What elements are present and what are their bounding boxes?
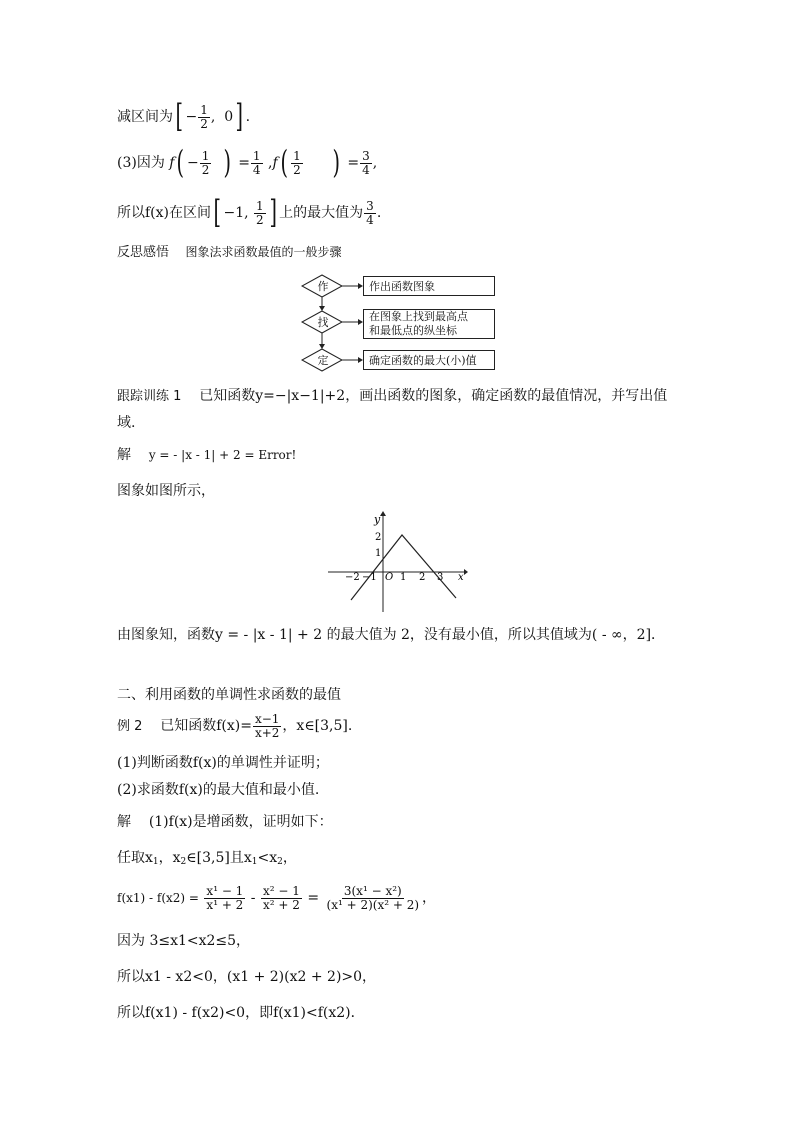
x-tick: 3 [437, 572, 444, 583]
bracket-close: ] [235, 97, 244, 136]
example-label: 例 2 [117, 719, 143, 735]
flow-box-determine: 确定函数的最大(小)值 [363, 350, 495, 370]
question-1: (1)判断函数f(x)的单调性并证明； [117, 755, 329, 771]
take-line: 任取$x_1$，$x_2\in[3,5]$且$x_1<x_2$， [117, 850, 297, 867]
question-2: (2)求函数f(x)的最大值和最小值. [117, 782, 320, 798]
x-tick: −2 [345, 572, 360, 583]
solution-label: 解 [117, 447, 131, 463]
x-tick: −1 [362, 572, 377, 583]
reflection-heading [117, 246, 342, 259]
bracket-open: [ [175, 97, 183, 136]
so-line-1: 所以x1 - x2<0，(x1 + 2)(x2 + 2)>0， [117, 969, 377, 985]
max-value-line: 所以f(x)在区间[ −1, $\frac{1}{2}$ ] 上的最大值为 $\frac{3}{4}$ . [117, 193, 382, 232]
x-tick: 2 [419, 572, 426, 583]
interval-line: 减区间为[ − $\frac{1}{2}$ , 0] . [117, 97, 251, 136]
reflection-label: 反思感悟 [117, 245, 170, 260]
y-tick: 1 [375, 548, 382, 559]
neg-sign: − [185, 109, 198, 126]
solution-2: 解 (1)f(x)是增函数，证明如下： [117, 814, 333, 830]
so-line-2: 所以f(x1) - f(x2)<0，即f(x1)<f(x2)． [117, 1005, 365, 1021]
y-tick: 2 [375, 532, 382, 543]
flow-box-find: 在图象上找到最高点 和最低点的纵坐标 [363, 309, 495, 339]
function-graph [328, 510, 468, 614]
y-label: y [374, 513, 381, 526]
section-heading: 二、利用函数的单调性求函数的最值 [117, 687, 341, 703]
exercise-title: 跟踪训练 1 [117, 389, 182, 404]
exercise-line-2: 域. [117, 415, 136, 431]
exercise-line-1: 跟踪训练 1 已知函数y=−|x−1|+2，画出函数的图象，确定函数的最值情况，并写出值 [117, 388, 668, 404]
graph-conclusion: 由图象知，函数y = - |x - 1| + 2 的最大值为 2，没有最小值，所以其值域为( - ∞，2]． [117, 627, 666, 643]
graph-line [351, 535, 456, 600]
x-axis-arrow [464, 569, 468, 575]
reflection-text: 图象法求函数最值的一般步骤 [185, 245, 342, 259]
difference-expression: f(x1) - f(x2) = $\frac{\text{x¹ − 1}}{\text{x¹ + 2}}$ - $\frac{\text{x² − 1}}{\text{x² + 2}}$ = $\frac{\text{3(x¹ − x²)}}{\text{(x¹ + 2)(x² + 2)}}$ ， [117, 884, 437, 912]
origin-label: O [385, 572, 394, 583]
graph-caption: 图象如图所示， [117, 483, 215, 499]
fraction: $\frac{1}{2}$ [200, 103, 208, 131]
text-prefix: 减区间为 [117, 109, 173, 126]
y-axis-arrow [380, 511, 386, 516]
x-tick: 1 [400, 572, 407, 583]
example-2: 例 2 已知函数f(x)= $\frac{x-1}{x+2}$ ，x∈[3,5]. [117, 712, 353, 740]
function-values-line: (3)因为 f( − $\frac{1}{2}$ ) = $\frac{1}{4}$ ,f( $\frac{1}{2}$ ) = $\frac{3}{4}$ , [117, 143, 378, 182]
because-line: 因为 3≤x1<x2≤5， [117, 933, 251, 949]
flow-node-determine: 定 [317, 354, 329, 367]
x-label: x [458, 572, 464, 583]
flow-node-find: 找 [317, 316, 329, 329]
flow-box-make: 作出函数图象 [363, 276, 495, 296]
exercise-solution: 解 y = - |x - 1| + 2 = Error! [117, 447, 297, 463]
flow-node-make: 作 [317, 280, 329, 293]
